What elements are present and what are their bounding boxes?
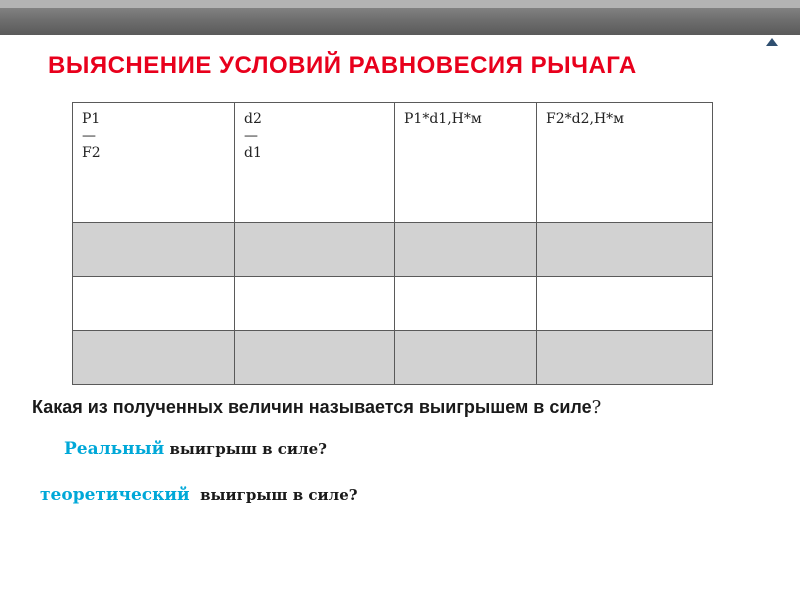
table-cell[interactable]: [235, 223, 395, 277]
question-mark: ?: [591, 397, 602, 418]
table-row: [73, 223, 713, 277]
table-header-row: [73, 103, 713, 223]
table-cell[interactable]: [537, 331, 713, 385]
table-cell[interactable]: [73, 223, 235, 277]
table-cell[interactable]: [235, 277, 395, 331]
header-cell-d2-d1: [235, 103, 395, 223]
table-cell[interactable]: [395, 223, 537, 277]
header-fraction-top: P1: [82, 111, 101, 127]
table-cell[interactable]: [73, 277, 235, 331]
theory-gain-accent: теоретический: [40, 485, 190, 505]
header-fraction-bottom: d1: [244, 145, 262, 161]
header-fraction-bar: —: [244, 128, 258, 144]
slide-title: ВЫЯСНЕНИЕ УСЛОВИЙ РАВНОВЕСИЯ РЫЧАГА: [48, 52, 637, 79]
table-cell[interactable]: [395, 331, 537, 385]
question-text: [32, 397, 601, 418]
header-cell-f2d2: F2*d2,Н*м: [537, 103, 713, 223]
header-cell-p1d1: P1*d1,Н*м: [395, 103, 537, 223]
table-cell[interactable]: [73, 331, 235, 385]
real-gain-question: [64, 439, 327, 459]
header-fraction-bar: —: [82, 128, 96, 144]
real-gain-accent: Реальный: [64, 439, 165, 459]
triangle-marker-icon: [766, 38, 778, 46]
header-fraction-bottom: F2: [82, 145, 101, 161]
table-cell[interactable]: [235, 331, 395, 385]
table-cell[interactable]: [537, 223, 713, 277]
table-cell[interactable]: [537, 277, 713, 331]
lever-data-table: [72, 102, 713, 385]
top-decorative-band: [0, 0, 800, 35]
table-cell[interactable]: [395, 277, 537, 331]
table-row: [73, 331, 713, 385]
question-body: Какая из полученных величин называется выигрышем в силе: [32, 397, 592, 417]
real-gain-rest: выигрыш в силе?: [164, 440, 327, 458]
theory-gain-question: [40, 485, 358, 505]
header-fraction-top: d2: [244, 111, 262, 127]
top-band-highlight: [0, 0, 800, 8]
header-cell-p1-f2: [73, 103, 235, 223]
theory-gain-rest: выигрыш в силе?: [189, 486, 358, 504]
table-row: [73, 277, 713, 331]
